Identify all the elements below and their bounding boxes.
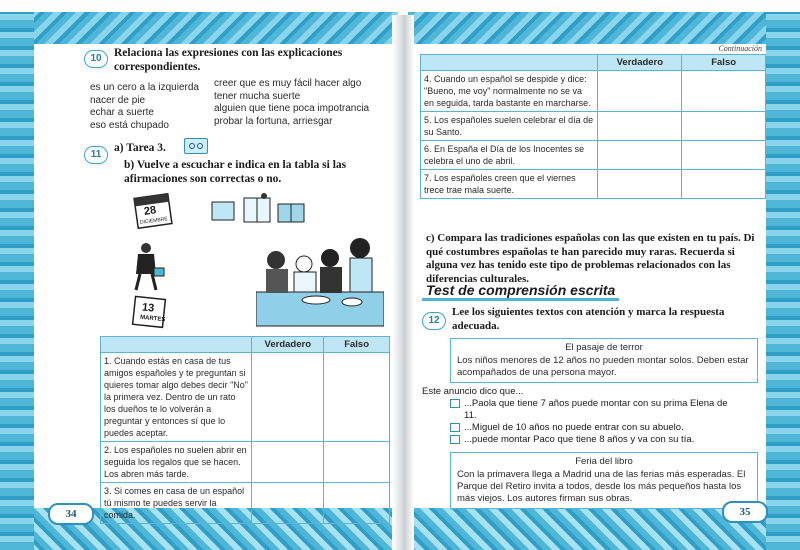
text-box-2 <box>450 452 758 509</box>
option-row[interactable]: ...Paola que tiene 7 años puede montar con su prima Elena de <box>450 398 750 410</box>
statement-cell: 4. Cuando un español se despide y dice: "Bueno, me voy" normalmente no se va en seguida, tarda bastante en marcharse. <box>421 71 598 112</box>
expression-item: eso está chupado <box>90 119 169 131</box>
expression-item: echar a suerte <box>90 107 154 118</box>
table-row <box>421 112 766 141</box>
expression-item: nacer de pie <box>90 94 146 106</box>
explanation-item: probar la fortuna, arriesgar <box>214 115 333 127</box>
true-cell[interactable] <box>252 483 324 524</box>
announcement-lead: Este anuncio dico que... <box>422 386 524 397</box>
table-row <box>421 141 766 170</box>
false-cell[interactable] <box>324 442 390 483</box>
family-dinner-illustration <box>256 232 384 328</box>
text-box-title: El pasaje de terror <box>565 342 643 353</box>
false-cell[interactable] <box>682 170 766 199</box>
false-cell[interactable] <box>324 353 390 442</box>
false-cell[interactable] <box>682 141 766 170</box>
table-row <box>101 353 390 442</box>
table-header-statement <box>101 337 252 353</box>
left-side-border <box>0 12 34 550</box>
man-with-briefcase-illustration <box>124 240 166 292</box>
true-cell[interactable] <box>252 442 324 483</box>
answer-options: ...Paola que tiene 7 años puede montar con su prima Elena de 11. ...Miguel de 10 años no puede entrar con su abuelo. ...puede montar Paco que tiene 8 años y va con su tía. <box>450 398 750 446</box>
continuation-label: Continuación <box>718 44 762 53</box>
true-false-table-right <box>420 54 766 199</box>
true-cell[interactable] <box>598 112 682 141</box>
exercise-12-number: 12 <box>422 310 446 330</box>
explanation-item: alguien que tiene poca impotrancia <box>214 103 370 114</box>
statement-cell: 1. Cuando estás en casa de tus amigos españoles y te preguntan si quieres tomar algo debes decir "No" la primera vez. Dentro de un rato los dueños te lo volverán a preguntar y entonces sí que lo puedes aceptar. <box>101 353 252 442</box>
table-header-true: Verdadero <box>252 337 324 353</box>
expression-item: es un cero a la izquierda <box>90 82 199 93</box>
explanation-item: tener mucha suerte <box>214 90 301 102</box>
true-cell[interactable] <box>598 141 682 170</box>
section-heading <box>422 282 619 300</box>
exercise-11-number: 11 <box>84 144 108 164</box>
right-side-border <box>766 12 800 550</box>
statement-cell: 6. En España el Día de los Inocentes se celebra el uno de abril. <box>421 141 598 170</box>
statement-cell: 3. Si comes en casa de un español tú mismo te puedes servir la comida. <box>101 483 252 524</box>
checkbox[interactable] <box>450 435 460 444</box>
table-row <box>101 442 390 483</box>
statement-cell: 7. Los españoles creen que el viernes trece trae mala suerte. <box>421 170 598 199</box>
option-row[interactable]: ...puede montar Paco que tiene 8 años y va con su tía. <box>450 434 750 446</box>
explanations-list <box>214 78 369 128</box>
true-cell[interactable] <box>252 353 324 442</box>
right-page <box>414 44 766 506</box>
table-row <box>421 170 766 199</box>
section-title: Test de comprensión escrita <box>422 282 619 301</box>
false-cell[interactable] <box>682 112 766 141</box>
table-row <box>101 483 390 524</box>
table-header-false: Falso <box>682 55 766 71</box>
calendar-13-illustration: 13 MARTES <box>130 294 170 330</box>
book-spine <box>392 15 414 550</box>
table-row <box>421 71 766 112</box>
explanation-item: creer que es muy fácil hacer algo <box>214 78 362 89</box>
exercise-11c-instruction: c) Compara las tradiciones españolas con las que existen en tu país. Di qué costumbres españolas te han parecido muy raras. Recuerda si alguna vez has tenido este tipo de problemas relacionados con las diferencias culturales. <box>426 232 755 285</box>
exercise-12-instruction: Lee los siguientes textos con atención y marca la respuesta adecuada. <box>452 306 725 332</box>
statement-cell: 5. Los españoles suelen celebrar el día de su Santo. <box>421 112 598 141</box>
exercise-10-number: 10 <box>84 48 108 68</box>
text-box-body: Con la primavera llega a Madrid una de las ferias más esperadas. El Parque del Retiro invita a todos, desde los más pequeños hasta los más viejos. Los autores firman sus obras. <box>457 469 746 504</box>
true-cell[interactable] <box>598 170 682 199</box>
gifts-illustration <box>204 192 314 226</box>
exercise-10-instruction: Relaciona las expresiones con las explicaciones correspondientes. <box>114 47 343 73</box>
cassette-icon <box>184 138 208 154</box>
true-false-table-left <box>100 336 390 524</box>
false-cell[interactable] <box>324 483 390 524</box>
page-number-right: 35 <box>722 501 768 523</box>
text-box-body: Los niños menores de 12 años no pueden montar solos. Deben estar acompañados de una persona mayor. <box>457 355 749 378</box>
exercise-11-task: a) Tarea 3. <box>114 142 166 154</box>
exercise-11-instruction-b: b) Vuelve a escuchar e indica en la tabla si las afirmaciones son correctas o no. <box>124 159 347 185</box>
expressions-list <box>90 82 199 132</box>
table-header-true: Verdadero <box>598 55 682 71</box>
text-box-title: Feria del libro <box>575 456 633 467</box>
checkbox[interactable] <box>450 399 460 408</box>
statement-cell: 2. Los españoles no suelen abrir en seguida los regalos que se hacen. Los abren más tarde. <box>101 442 252 483</box>
false-cell[interactable] <box>682 71 766 112</box>
page-number-left: 34 <box>48 503 94 525</box>
table-header-statement <box>421 55 598 71</box>
checkbox[interactable] <box>450 423 460 432</box>
calendar-28-illustration: 28 DICIEMBRE <box>130 192 176 230</box>
table-header-false: Falso <box>324 337 390 353</box>
true-cell[interactable] <box>598 71 682 112</box>
text-box-1 <box>450 338 758 383</box>
option-row[interactable]: ...Miguel de 10 años no puede entrar con su abuelo. <box>450 422 750 434</box>
